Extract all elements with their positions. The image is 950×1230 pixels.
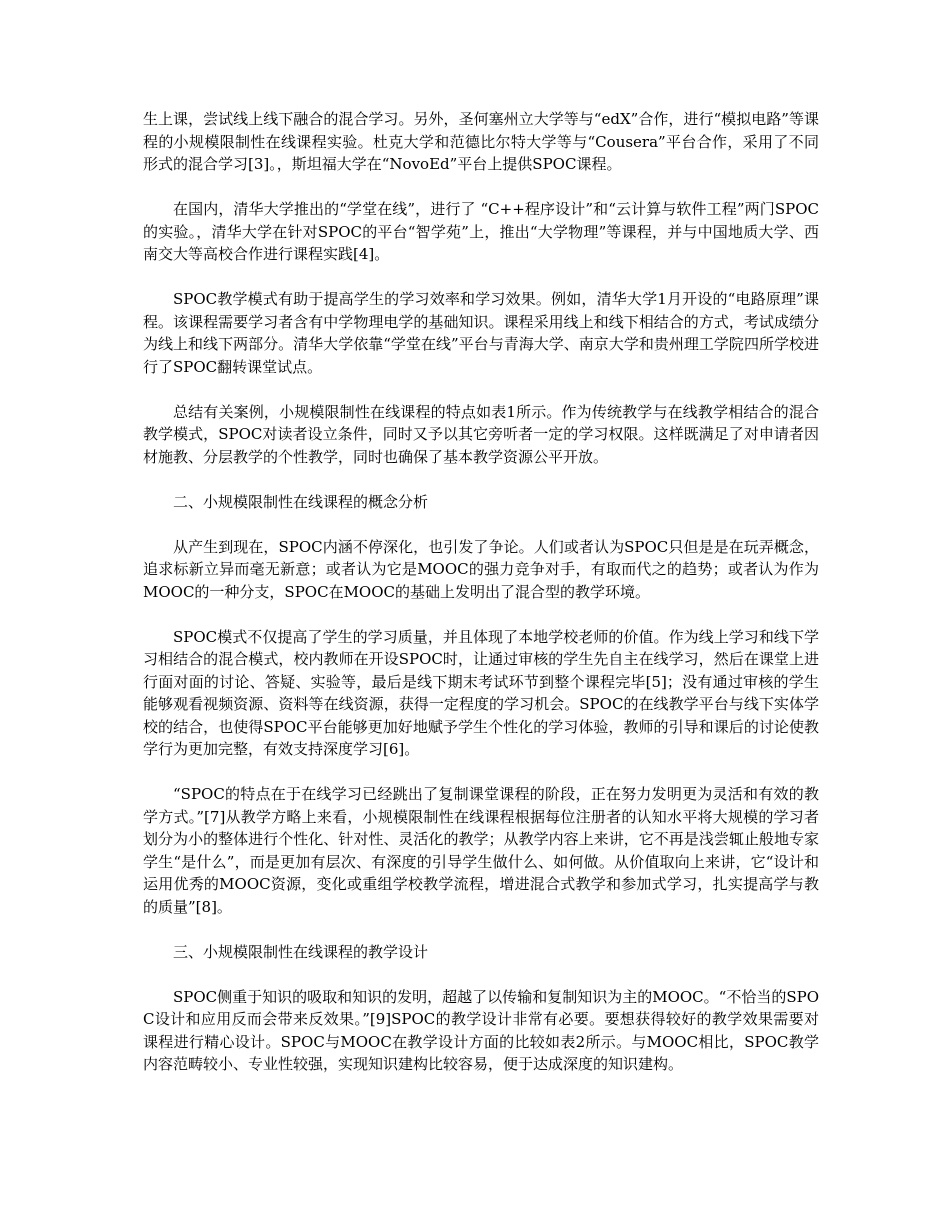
paragraph-intro-continuation: 生上课，尝试线上线下融合的混合学习。另外，圣何塞州立大学等与“edX”合作，进行“模拟电路”等课程的小规模限制性在线课程实验。杜克大学和范德比尔特大学等与“Cousera”平台合作，采用了不同形式的混合学习[3]。，斯坦福大学在“NovoEd”平台上提供SPOC课程。 [143,110,819,173]
paragraph-spoc-features-summary: 总结有关案例，小规模限制性在线课程的特点如表1所示。作为传统教学与在线教学相结合的混合教学模式，SPOC对读者设立条件，同时又予以其它旁听者一定的学习权限。这样既满足了对申请者因材施教、分层教学的个性教学，同时也确保了基本教学资源公平开放。 [143,402,819,466]
paragraph-spoc-characteristics-quote: “SPOC的特点在于在线学习已经跳出了复制课堂课程的阶段，正在努力发明更为灵活和有效的教学方式。”[7]从教学方略上来看，小规模限制性在线课程根据每位注册者的认知水平将大规模的学习者划分为小的整体进行个性化、针对性、灵活化的教学；从教学内容上来讲，它不再是浅尝辄止般地专家学生“是什么”，而是更加有层次、有深度的引导学生做什么、如何做。从价值取向上来讲，它“设计和运用优秀的MOOC资源，变化或重组学校教学流程，增进混合式教学和参加式学习，扎实提高学与教的质量”[8]。 [143,785,819,916]
document-body [143,108,819,1098]
paragraph-concept-debate: 从产生到现在，SPOC内涵不停深化，也引发了争论。人们或者认为SPOC只但是是在玩弄概念，追求标新立异而毫无新意；或者认为它是MOOC的强力竞争对手，有取而代之的趋势；或者认为作为MOOC的一种分支，SPOC在MOOC的基础上发明出了混合型的教学环境。 [143,537,819,601]
paragraph-domestic-practice: 在国内，清华大学推出的“学堂在线”，进行了 “C++程序设计”和“云计算与软件工程”两门SPOC的实验。，清华大学在针对SPOC的平台“智学苑”上，推出“大学物理”等课程，并与中国地质大学、西南交大等高校合作进行课程实践[4]。 [143,200,819,263]
section-heading-teaching-design: 三、小规模限制性在线课程的教学设计 [173,942,429,961]
paragraph-teaching-design: SPOC侧重于知识的吸取和知识的发明，超越了以传输和复制知识为主的MOOC。“不恰当的SPOC设计和应用反而会带来反效果。”[9]SPOC的教学设计非常有必要。要想获得较好的教学效果需要对课程进行精心设计。SPOC与MOOC在教学设计方面的比较如表2所示。与MOOC相比，SPOC教学内容范畴较小、专业性较强，实现知识建构比较容易，便于达成深度的知识建构。 [143,987,819,1073]
paragraph-spoc-model-value: SPOC模式不仅提高了学生的学习质量，并且体现了本地学校老师的价值。作为线上学习和线下学习相结合的混合模式，校内教师在开设SPOC时，让通过审核的学生先自主在线学习，然后在课堂上进行面对面的讨论、答疑、实验等，最后是线下期末考试环节到整个课程完毕[5]；没有通过审核的学生能够观看视频资源、资料等在线资源，获得一定程度的学习机会。SPOC的在线教学平台与线下实体学校的结合，也使得SPOC平台能够更加好地赋予学生个性化的学习体验，教师的引导和课后的讨论使教学行为更加完整，有效支持深度学习[6]。 [143,627,819,758]
section-heading-concept-analysis: 二、小规模限制性在线课程的概念分析 [173,492,429,511]
paragraph-spoc-effectiveness: SPOC教学模式有助于提高学生的学习效率和学习效果。例如，清华大学1月开设的“电路原理”课程。该课程需要学习者含有中学物理电学的基础知识。课程采用线上和线下相结合的方式，考试成绩分为线上和线下两部分。清华大学依靠“学堂在线”平台与青海大学、南京大学和贵州理工学院四所学校进行了SPOC翻转课堂试点。 [143,290,819,376]
